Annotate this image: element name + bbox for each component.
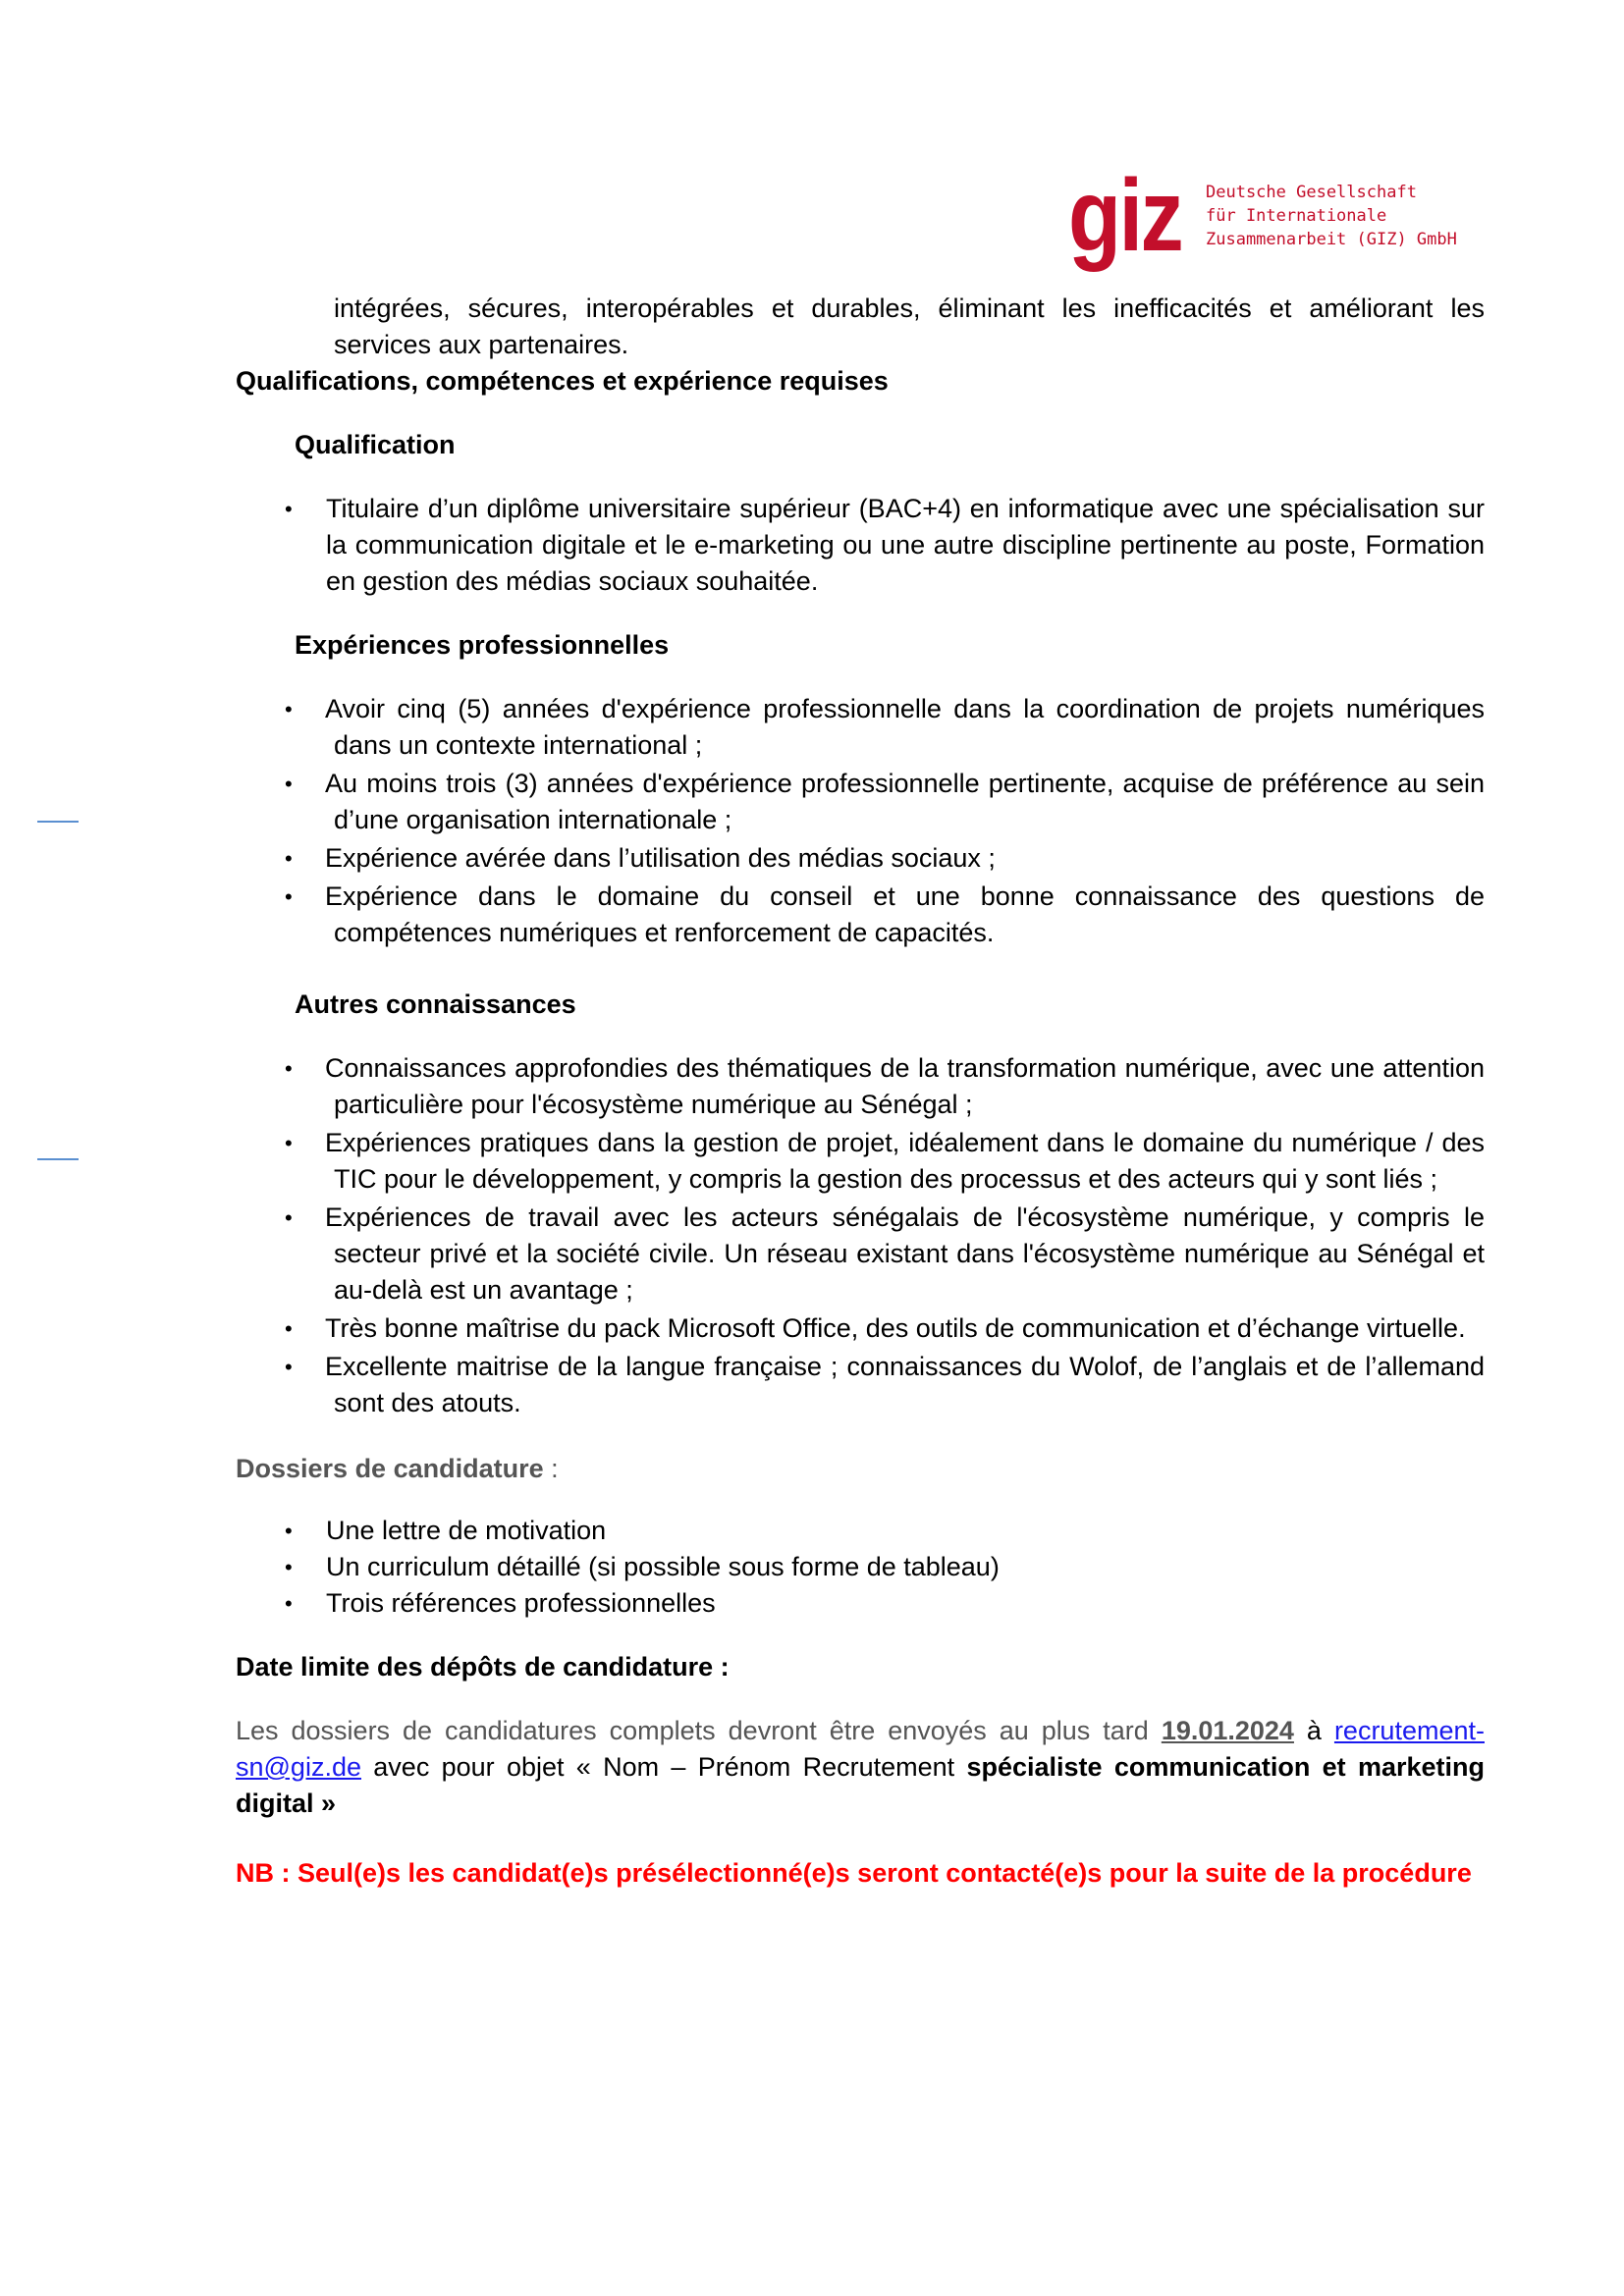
- deadline-date: 19.01.2024: [1161, 1716, 1294, 1745]
- autres-heading: Autres connaissances: [295, 989, 576, 1019]
- logo-line-3: Zusammenarbeit (GIZ) GmbH: [1206, 230, 1457, 249]
- bullet-icon: •: [285, 846, 293, 871]
- logo-line-2: für Internationale: [1206, 206, 1387, 226]
- bullet-icon: •: [285, 1555, 293, 1579]
- logo-line-1: Deutsche Gesellschaft: [1206, 183, 1417, 202]
- section-title: Qualifications, compétences et expérience requises: [236, 366, 889, 396]
- deadline-heading: Date limite des dépôts de candidature :: [236, 1652, 730, 1682]
- list-item: • Expériences pratiques dans la gestion de projet, idéalement dans le domaine du numérique / des TIC pour le développement, y compris la gestion des processus et des acteurs qui y sont liés ;: [236, 1125, 1485, 1198]
- experiences-list: [236, 691, 1485, 951]
- autres-list: [236, 1050, 1485, 1421]
- deadline-text-after-email: avec pour objet « Nom – Prénom Recrutement: [360, 1752, 967, 1782]
- nb-notice: NB : Seul(e)s les candidat(e)s présélectionné(e)s seront contacté(e)s pour la suite de la procédure: [236, 1858, 1472, 1888]
- giz-logo-text: [1206, 181, 1457, 251]
- list-item: • Une lettre de motivation: [236, 1513, 1485, 1549]
- dossiers-list: [236, 1513, 1485, 1622]
- email-link[interactable]: recrutement-sn@giz.de: [236, 1716, 1485, 1782]
- deadline-text-before: Les dossiers de candidatures complets devront être envoyés au plus tard: [236, 1716, 1162, 1745]
- margin-marker: [37, 821, 79, 823]
- bullet-icon: •: [285, 497, 293, 521]
- intro-continuation: intégrées, sécures, interopérables et durables, éliminant les inefficacités et améliorant les services aux partenaires.: [334, 294, 1485, 359]
- deadline-paragraph: [236, 1713, 1485, 1822]
- giz-logo-mark: giz: [1068, 159, 1182, 273]
- bullet-icon: •: [285, 1131, 293, 1155]
- dossiers-colon: :: [543, 1454, 559, 1483]
- experiences-heading: Expériences professionnelles: [295, 630, 670, 660]
- list-item: • Expérience dans le domaine du conseil et une bonne connaissance des questions de compétences numériques et renforcement de capacités.: [236, 879, 1485, 951]
- bullet-icon: •: [285, 1056, 293, 1081]
- list-item: • Très bonne maîtrise du pack Microsoft Office, des outils de communication et d’échange virtuelle.: [236, 1310, 1485, 1347]
- bullet-icon: •: [285, 1205, 293, 1230]
- list-item: • Expérience avérée dans l’utilisation des médias sociaux ;: [236, 840, 1485, 877]
- qualification-heading: Qualification: [295, 430, 456, 459]
- list-item: • Avoir cinq (5) années d'expérience professionnelle dans la coordination de projets numériques dans un contexte international ;: [236, 691, 1485, 764]
- bullet-icon: •: [285, 1591, 293, 1616]
- margin-marker: [37, 1158, 79, 1160]
- list-item: • Un curriculum détaillé (si possible sous forme de tableau): [236, 1549, 1485, 1585]
- bullet-icon: •: [285, 772, 293, 796]
- qualification-list: [236, 491, 1485, 600]
- dossiers-heading: [236, 1451, 1485, 1487]
- list-item: • Excellente maitrise de la langue française ; connaissances du Wolof, de l’anglais et de l’allemand sont des atouts.: [236, 1349, 1485, 1421]
- list-item: • Expériences de travail avec les acteurs sénégalais de l'écosystème numérique, y compris le secteur privé et la société civile. Un réseau existant dans l'écosystème numérique au Sénégal et au-delà est un avantage ;: [236, 1200, 1485, 1308]
- giz-logo: [1068, 159, 1457, 273]
- bullet-icon: •: [285, 884, 293, 909]
- deadline-text-after-date: à: [1293, 1716, 1334, 1745]
- deadline-subject: spécialiste communication et marketing digital »: [236, 1752, 1485, 1818]
- bullet-icon: •: [285, 1355, 293, 1379]
- dossiers-label: Dossiers de candidature: [236, 1454, 544, 1483]
- list-item: • Connaissances approfondies des thématiques de la transformation numérique, avec une attention particulière pour l'écosystème numérique au Sénégal ;: [236, 1050, 1485, 1123]
- bullet-icon: •: [285, 1316, 293, 1341]
- bullet-icon: •: [285, 697, 293, 721]
- list-item: • Titulaire d’un diplôme universitaire supérieur (BAC+4) en informatique avec une spécialisation sur la communication digitale et le e-marketing ou une autre discipline pertinente au poste, Formation en gestion des médias sociaux souhaitée.: [236, 491, 1485, 600]
- list-item: • Au moins trois (3) années d'expérience professionnelle pertinente, acquise de préférence au sein d’une organisation internationale ;: [236, 766, 1485, 838]
- bullet-icon: •: [285, 1519, 293, 1543]
- list-item: • Trois références professionnelles: [236, 1585, 1485, 1622]
- document-body: [236, 291, 1485, 1892]
